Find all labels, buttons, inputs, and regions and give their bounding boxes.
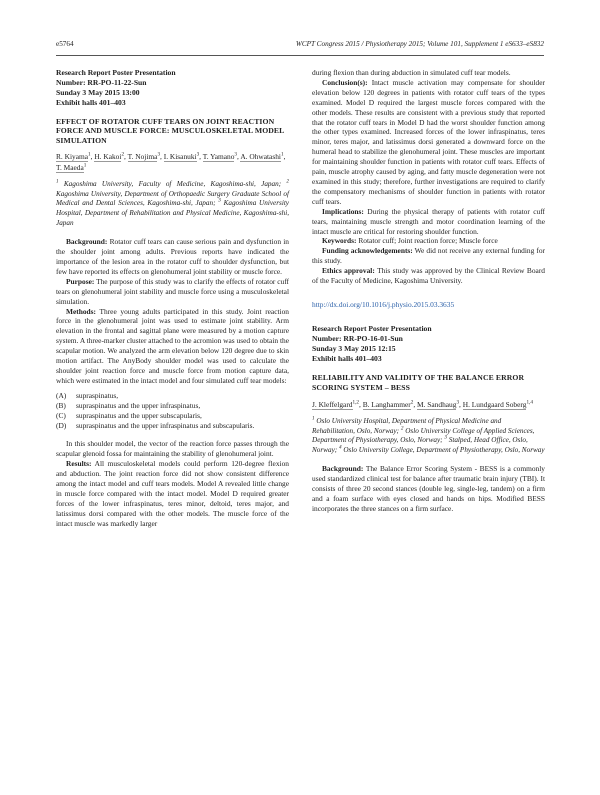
presentation-location: Exhibit halls 401–403 xyxy=(56,97,126,107)
header-rule xyxy=(56,55,544,56)
affiliation: Oslo University College, Department of Physiotherapy, Oslo, Norway xyxy=(343,445,545,454)
affiliation: Kagoshima University, Department of Orthopaedic Surgery Graduate School of Medical and Dental Sciences, Kagoshima-shi, Japan; xyxy=(56,189,289,208)
author: H. Lundgaard Soberg xyxy=(462,399,527,409)
ethics-label: Ethics approval: xyxy=(322,266,375,276)
author-sup: 3 xyxy=(196,151,200,158)
results-paragraph xyxy=(56,459,289,528)
author: I. Kisanuki xyxy=(163,152,197,162)
purpose-label: Purpose: xyxy=(66,276,95,286)
funding-text: We did not receive any external funding for this study. xyxy=(312,246,545,266)
author: T. Nojima xyxy=(127,152,158,162)
list-text: supraspinatus and the upper subscapularis, xyxy=(76,410,202,420)
author: J. Kleffelgard xyxy=(312,399,353,409)
author: T. Yamano xyxy=(202,152,235,162)
presentation-location: Exhibit halls 401–403 xyxy=(312,353,382,363)
author: A. Ohwatashi xyxy=(240,152,281,162)
author-sup: 1 xyxy=(280,151,284,158)
list-item xyxy=(56,391,289,401)
left-column xyxy=(56,68,289,529)
results-label: Results: xyxy=(66,459,92,469)
methods-label: Methods: xyxy=(66,306,96,316)
cuff-tear-model-list xyxy=(56,391,289,431)
abstract-meta-1 xyxy=(56,68,289,108)
implications-label: Implications: xyxy=(322,206,364,216)
results-text: All musculoskeletal models could perform 120-degree flexion and abduction. The joint reaction force did not show consistent difference among the intact model and cuff tears models. Model A revealed little change in muscle force compared with the intact model. Model D required greater forces of the lower infraspinatus, teres minor, deltoid, teres major, and latissimus dorsi compared with the other models. The muscle force of the intact muscle was markedly larger xyxy=(56,459,289,528)
results-continued: during flexion than during abduction in simulated cuff tear models. xyxy=(312,68,511,77)
background-label: Background: xyxy=(322,464,364,474)
affiliation: Oslo University College of Applied Sciences, Department of Physiotherapy, Oslo, Norway; xyxy=(312,426,535,445)
list-letter: (D) xyxy=(56,420,67,430)
presentation-date: Sunday 3 May 2015 13:00 xyxy=(56,87,140,97)
purpose-paragraph xyxy=(56,277,289,307)
author-sup: 3 xyxy=(456,399,460,406)
ethics-paragraph xyxy=(312,266,545,286)
funding-label: Funding acknowledgements: xyxy=(322,246,413,256)
author-sup: 1,2 xyxy=(352,399,359,406)
affil-sup: 1 xyxy=(56,178,59,185)
author-sup: 1 xyxy=(83,162,87,169)
list-text: supraspinatus and the upper infraspinatus, xyxy=(76,400,201,410)
affil-sup: 3 xyxy=(444,434,447,441)
affiliation: Kagoshima University, Faculty of Medicine, Kagoshima-shi, Japan; xyxy=(63,180,282,189)
affil-sup: 2 xyxy=(286,178,290,185)
keywords-paragraph xyxy=(312,236,545,246)
methods-text: Three young adults participated in this study. Joint reaction force in the glenohumeral joint was used to estimate joint stability. Arm elevation in the frontal and sagittal plane were measured by a motion capture system. A three-marker cluster attached to the acromion was used to obtain the scapular motion. We analyzed the arm elevation below 120 degree due to skin motion artifact. The AnyBody shoulder model was used to calculate the shoulder joint reaction force and muscle force from motion capture data, which were estimated in the intact model and four simulated cuff tear models: xyxy=(56,306,289,385)
background-text: The Balance Error Scoring System - BESS is a commonly used standardized clinical test for balance after traumatic brain injury (TBI). It consists of three 20 second stances (double leg, single-leg, tandem) on a firm and a foam surface with eyes closed and hands on hips. Modified BESS incorporates the three stances on a firm surface. xyxy=(312,464,545,514)
affiliation: Stalped, Head Office, Oslo, Norway; xyxy=(312,436,528,454)
methods-continued: In this shoulder model, the vector of the reaction force passes through the scapular glenoid fossa for maintaining the stability of glenohumeral joint. xyxy=(56,439,289,459)
affil-sup: 4 xyxy=(338,444,342,451)
implications-paragraph xyxy=(312,207,545,237)
author: R. Kiyama xyxy=(56,152,89,162)
author-sup: 3 xyxy=(157,151,161,158)
abstract-title-2: RELIABILITY AND VALIDITY OF THE BALANCE ERROR SCORING SYSTEM – BESS xyxy=(312,373,525,393)
journal-citation: WCPT Congress 2015 / Physiotherapy 2015; Volume 101, Supplement 1 eS633–eS832 xyxy=(295,40,544,48)
purpose-text: The purpose of this study was to clarify the effects of rotator cuff tears on glenohumeral joint stability and muscle force using a musculoskeletal simulation. xyxy=(56,276,290,306)
list-text: supraspinatus, xyxy=(76,390,119,400)
keywords-text: Rotator cuff; Joint reaction force; Muscle force xyxy=(358,236,498,246)
background-paragraph-2 xyxy=(312,464,545,514)
author: M. Sandhaug xyxy=(417,399,457,409)
conclusions-label: Conclusion(s): xyxy=(322,77,368,87)
list-text: supraspinatus and the upper infraspinatus and subscapularis. xyxy=(76,420,255,430)
conclusions-text: Intact muscle activation may compensate for shoulder elevation below 120 degrees in patients with rotator cuff tears of the types examined. Model D required the largest muscle forces compared with the other models. These results are consistent with a previous study that reported that the rotator cuff tears in Model D had the worst shoulder function among the other types examined. Increased forces of the lower infraspinatus, teres minor, teres major, and latissimus dorsi generated a downward force on the humeral head to stabilize the glenohumeral joint. These muscles are important for maintaining shoulder function in patients with rotator cuff tears. Effects of pain, muscle atrophy caused by aging, and fatty muscle degeneration were not examined in this study; therefore, further investigations are required to clarify the compensatory mechanisms of shoulder function in patients with rotator cuff tears. xyxy=(312,77,545,206)
page-number: e5764 xyxy=(56,40,74,48)
affil-sup: 1 xyxy=(312,415,315,422)
author: H. Kakoi xyxy=(94,152,122,162)
affiliations-2 xyxy=(312,417,545,455)
list-letter: (C) xyxy=(56,410,66,420)
doi-link[interactable]: http://dx.doi.org/10.1016/j.physio.2015.03.3635 xyxy=(312,299,455,309)
author-sup: 2 xyxy=(410,399,414,406)
list-letter: (B) xyxy=(56,400,66,410)
author-list-1: R. Kiyama$^1$, H. Kakoi$^2$, T. Nojima$^3$, I. Kisanuki$^3$, T. Yamano$^3$, A. Ohwatashi$^1$, T. Maeda$^1$ xyxy=(56,151,286,172)
background-label: Background: xyxy=(66,237,108,247)
funding-paragraph xyxy=(312,246,545,266)
background-paragraph xyxy=(56,237,289,277)
list-item xyxy=(56,421,289,431)
abstract-meta-2 xyxy=(312,324,545,364)
affil-sup: 3 xyxy=(218,198,221,205)
author-sup: 1,4 xyxy=(526,399,533,406)
author-sup: 1 xyxy=(88,151,91,158)
presentation-number: Number: RR-PO-16-01-Sun xyxy=(312,333,403,343)
affiliation: Oslo University Hospital, Department of Physical Medicine and Rehabilitation, Oslo, Norway; xyxy=(312,417,502,435)
list-letter: (A) xyxy=(56,390,67,400)
ethics-text: This study was approved by the Clinical Review Board of the Faculty of Medicine, Kagoshima University. xyxy=(312,266,545,286)
presentation-type: Research Report Poster Presentation xyxy=(56,68,176,77)
author: T. Maeda xyxy=(56,162,84,172)
abstract-title-1: EFFECT OF ROTATOR CUFF TEARS ON JOINT REACTION FORCE AND MUSCLE FORCE: MUSCULOSKELETAL MODEL SIMULATION xyxy=(56,116,284,145)
affil-sup: 2 xyxy=(400,425,404,432)
implications-text: During the physical therapy of patients with rotator cuff tears, maintaining muscle strength and motor coordination learning of the intact muscle are critical for restoring shoulder function. xyxy=(312,206,545,236)
author-sup: 3 xyxy=(234,151,238,158)
methods-paragraph xyxy=(56,307,289,386)
presentation-type: Research Report Poster Presentation xyxy=(312,323,432,333)
author-sup: 2 xyxy=(121,151,125,158)
affiliations-1 xyxy=(56,180,289,228)
author: B. Langhammer xyxy=(362,399,411,409)
keywords-label: Keywords: xyxy=(322,236,357,246)
background-text: Rotator cuff tears can cause serious pain and dysfunction in the shoulder joint among adults. Previous reports have indicated the importance of the lesion area in the rotator cuff to shoulder dysfunction, but few have reported its effects on glenohumeral joint stability or muscle force. xyxy=(56,237,289,276)
conclusions-paragraph xyxy=(312,78,545,207)
presentation-number: Number: RR-PO-11-22-Sun xyxy=(56,77,147,87)
right-column xyxy=(312,68,545,514)
presentation-date: Sunday 3 May 2015 12:15 xyxy=(312,343,396,353)
list-item xyxy=(56,401,289,411)
running-header xyxy=(56,40,544,52)
author-list-2: J. Kleffelgard$^{1,2}$, B. Langhammer$^2$, M. Sandhaug$^3$, H. Lundgaard Soberg$^{1,4}$ xyxy=(312,399,533,409)
affiliation: Kagoshima University Hospital, Department of Rehabilitation and Physical Medicine, Kagoshima-shi, Japan xyxy=(56,199,289,227)
list-item xyxy=(56,411,289,421)
